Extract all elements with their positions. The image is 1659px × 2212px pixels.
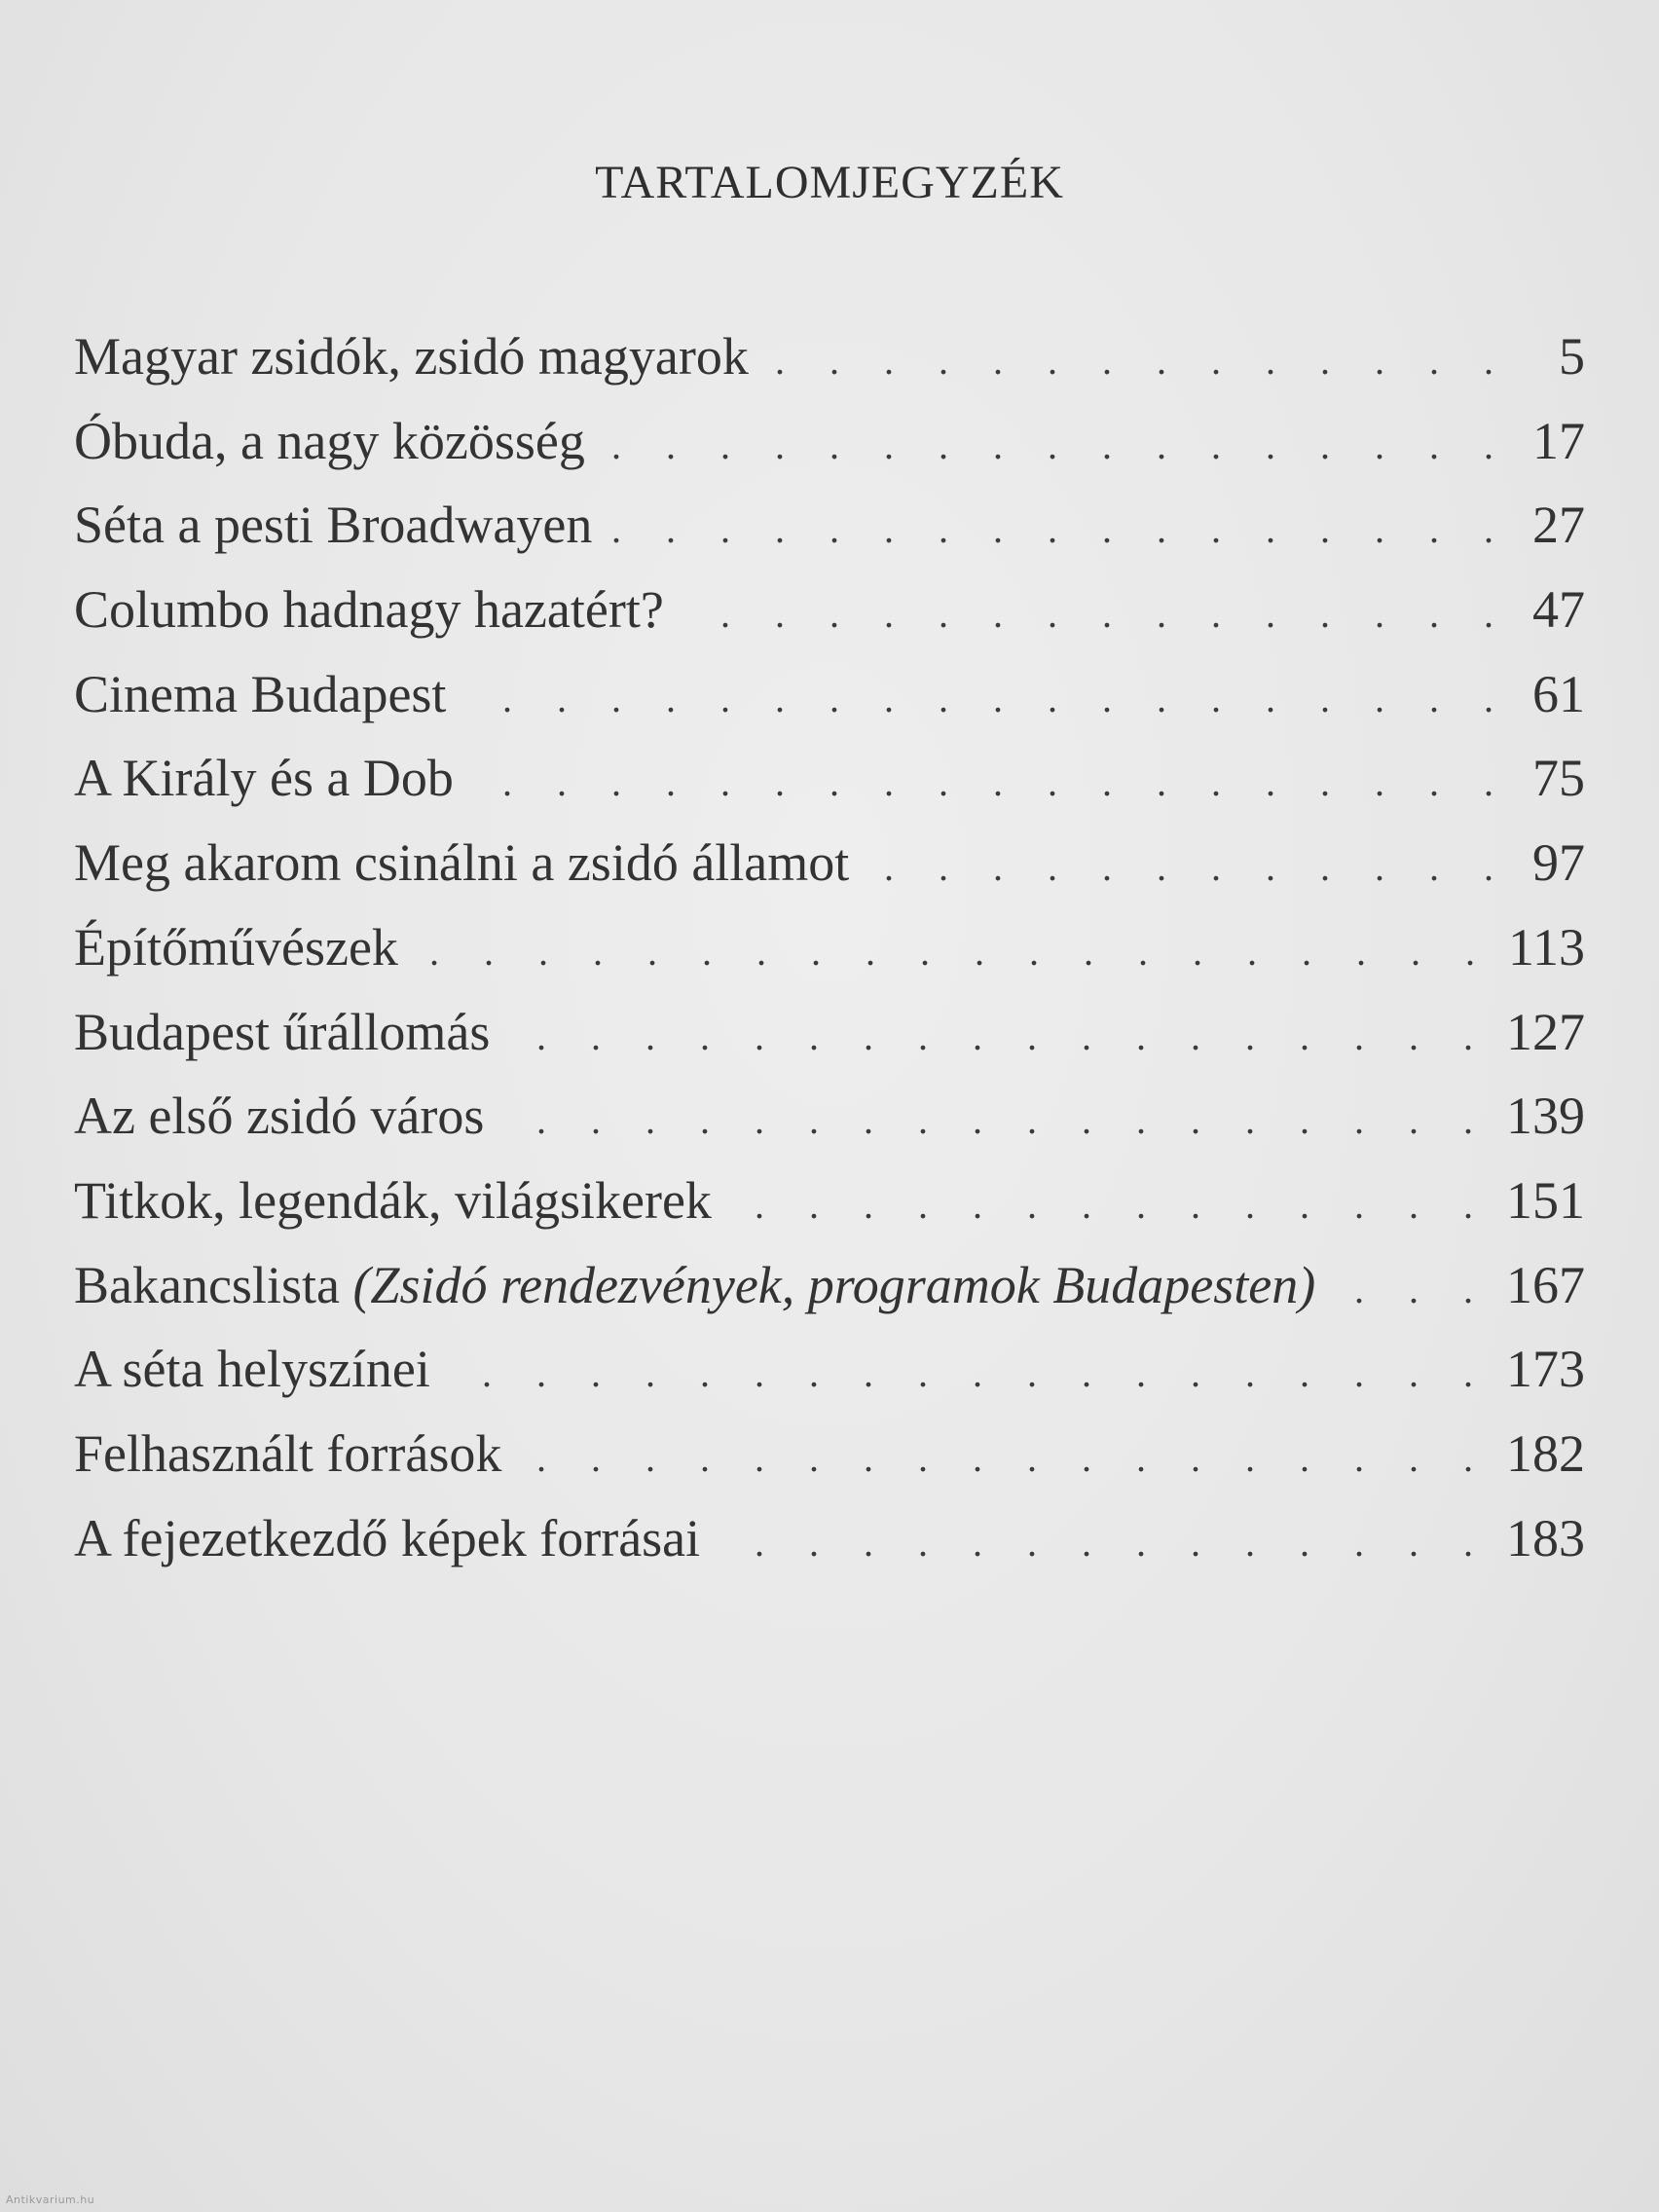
toc-entry <box>74 832 1585 917</box>
entry-title-text: A séta helyszínei <box>74 1340 430 1399</box>
entry-title <box>74 1423 501 1484</box>
dot-leader <box>863 844 1511 890</box>
dot-leader <box>460 676 1511 721</box>
entry-page-number: 183 <box>1506 1508 1585 1567</box>
entry-page-number: 182 <box>1506 1423 1585 1483</box>
entry-title-text: Felhasznált források <box>74 1423 502 1483</box>
entry-title <box>74 917 398 977</box>
entry-title-text: Óbuda, a nagy közösség <box>74 411 585 470</box>
dot-leader <box>762 338 1511 384</box>
dot-leader <box>606 506 1511 552</box>
toc-entry <box>74 917 1585 1002</box>
entry-title <box>74 1508 700 1568</box>
dot-leader <box>503 1014 1491 1059</box>
toc-heading: TARTALOMJEGYZÉK <box>595 157 1064 208</box>
entry-title <box>74 579 664 640</box>
entry-title-text: Titkok, legendák, világsikerek <box>74 1170 712 1230</box>
dot-leader <box>678 591 1511 637</box>
entry-page-number: 139 <box>1506 1087 1585 1146</box>
entry-title-text: Építőművészek <box>74 917 398 977</box>
entry-title <box>74 1170 712 1231</box>
entry-title-text: Columbo hadnagy hazatért? <box>74 580 664 640</box>
toc-entry <box>74 1508 1585 1593</box>
entry-page-number: 167 <box>1506 1255 1585 1314</box>
toc-entry <box>74 1423 1585 1508</box>
entry-title-text: Budapest űrállomás <box>74 1002 491 1061</box>
entry-page-number: 97 <box>1532 833 1585 893</box>
dot-leader <box>725 1182 1491 1228</box>
toc-list <box>74 326 1585 1592</box>
entry-page-number: 17 <box>1532 411 1585 470</box>
watermark: Antikvarium.hu <box>6 2194 95 2206</box>
entry-subtitle: (Zsidó rendezvények, programok Budapesten) <box>352 1255 1316 1314</box>
entry-title-text: A Király és a Dob <box>74 749 454 808</box>
entry-title-text: Cinema Budapest <box>74 664 447 723</box>
entry-page-number: 127 <box>1506 1002 1585 1061</box>
entry-page-number: 61 <box>1532 664 1585 723</box>
toc-entry <box>74 1255 1585 1340</box>
dot-leader <box>1329 1267 1491 1312</box>
entry-page-number: 47 <box>1532 580 1585 640</box>
entry-page-number: 113 <box>1508 917 1585 977</box>
toc-entry <box>74 1002 1585 1087</box>
entry-title-text: Séta a pesti Broadwayen <box>74 496 593 555</box>
entry-title-text: Magyar zsidók, zsidó magyarok <box>74 327 749 386</box>
entry-title <box>74 411 585 471</box>
toc-entry <box>74 1170 1585 1255</box>
entry-title <box>74 1002 490 1062</box>
entry-title <box>74 495 592 555</box>
toc-entry <box>74 411 1585 496</box>
toc-entry <box>74 326 1585 411</box>
entry-title <box>74 1086 484 1146</box>
entry-title-text: Az első zsidó város <box>74 1087 485 1146</box>
dot-leader <box>599 423 1511 468</box>
entry-page-number: 5 <box>1559 327 1585 386</box>
entry-title-text: Bakancslista <box>74 1255 340 1314</box>
toc-entry <box>74 664 1585 749</box>
toc-entry <box>74 748 1585 832</box>
dot-leader <box>714 1520 1491 1566</box>
entry-page-number: 27 <box>1532 496 1585 555</box>
dot-leader <box>444 1350 1491 1396</box>
toc-entry <box>74 495 1585 579</box>
entry-title <box>74 664 446 724</box>
dot-leader <box>467 759 1511 805</box>
toc-entry <box>74 579 1585 664</box>
entry-title <box>74 326 749 387</box>
entry-page-number: 151 <box>1506 1170 1585 1230</box>
entry-title-text: Meg akarom csinálni a zsidó államot <box>74 833 850 893</box>
dot-leader <box>412 929 1493 975</box>
entry-title <box>74 748 454 808</box>
entry-page-number: 173 <box>1506 1340 1585 1399</box>
dot-leader <box>515 1435 1491 1481</box>
entry-title <box>74 832 849 893</box>
entry-title <box>74 1255 1315 1315</box>
entry-title-text: A fejezetkezdő képek forrásai <box>74 1508 701 1567</box>
toc-entry <box>74 1086 1585 1170</box>
dot-leader <box>498 1097 1491 1143</box>
entry-page-number: 75 <box>1532 749 1585 808</box>
entry-title <box>74 1339 430 1399</box>
toc-entry <box>74 1339 1585 1423</box>
